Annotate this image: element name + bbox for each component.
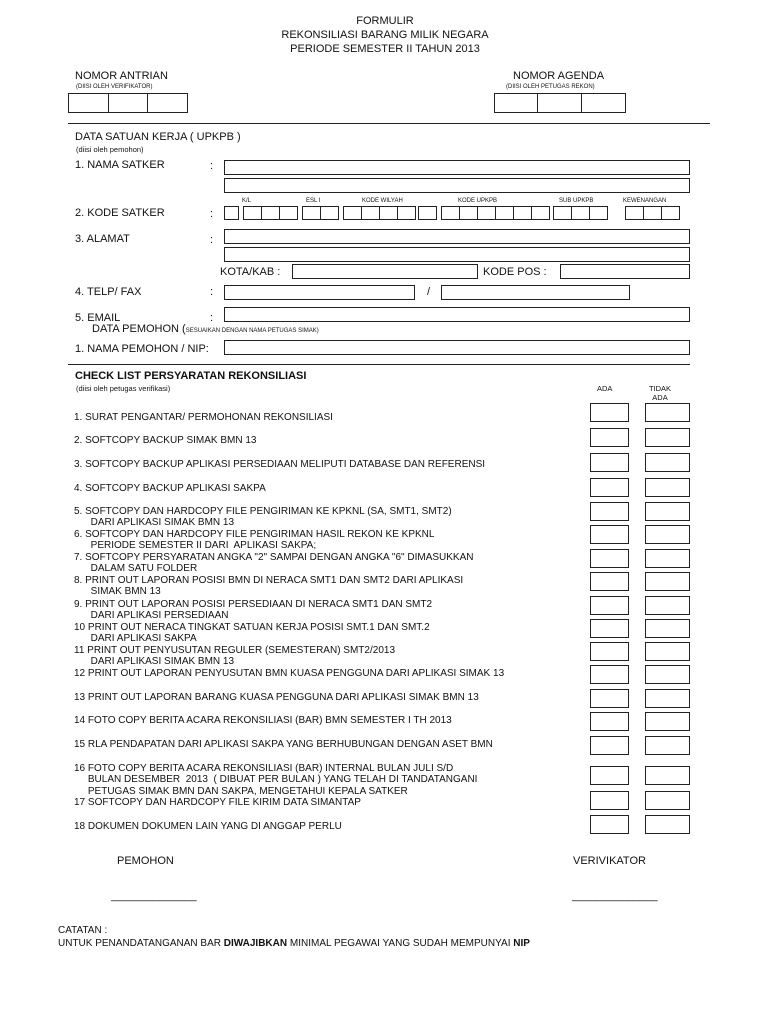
agenda-box-1[interactable] — [494, 93, 538, 113]
alamat-field-1[interactable] — [224, 229, 690, 244]
kode-cell[interactable] — [302, 206, 321, 220]
ada-checkbox[interactable] — [590, 428, 629, 447]
kode-cell[interactable] — [643, 206, 662, 220]
tidak-ada-checkbox[interactable] — [645, 815, 690, 834]
tidak-ada-checkbox[interactable] — [645, 619, 690, 638]
ada-checkbox[interactable] — [590, 502, 629, 521]
code-header-kl: K/L — [242, 198, 252, 204]
colon: : — [210, 312, 214, 324]
checklist-item-cont: BULAN DESEMBER 2013 ( DIBUAT PER BULAN ) YANG TELAH DI TANDATANGANI — [74, 774, 478, 785]
kode-cell[interactable] — [477, 206, 496, 220]
col-tidak-header: TIDAK — [648, 384, 672, 393]
code-header-esl: ESL I — [306, 198, 321, 204]
tidak-ada-checkbox[interactable] — [645, 665, 690, 684]
kode-cell[interactable] — [625, 206, 644, 220]
colon: : — [210, 286, 214, 298]
checklist-item: 16 FOTO COPY BERITA ACARA REKONSILIASI (BAR) INTERNAL BULAN JULI S/D — [74, 763, 454, 774]
tidak-ada-checkbox[interactable] — [645, 642, 690, 661]
pemohon-title: DATA PEMOHON (SESUAIKAN DENGAN NAMA PETUGAS SIMAK) — [92, 323, 319, 335]
signature-pemohon-label: PEMOHON — [117, 855, 174, 867]
kode-cell[interactable] — [571, 206, 590, 220]
form-period: PERIODE SEMESTER II TAHUN 2013 — [290, 43, 480, 55]
ada-checkbox[interactable] — [590, 689, 629, 708]
agenda-box-3[interactable] — [581, 93, 626, 113]
checklist-item: 2. SOFTCOPY BACKUP SIMAK BMN 13 — [74, 435, 257, 446]
kode-cell[interactable] — [224, 206, 239, 220]
checklist-item: 1. SURAT PENGANTAR/ PERMOHONAN REKONSILIASI — [74, 412, 333, 423]
tidak-ada-checkbox[interactable] — [645, 572, 690, 591]
kode-cell[interactable] — [418, 206, 437, 220]
telp-field[interactable] — [224, 285, 415, 300]
checklist-item-cont: DALAM SATU FOLDER — [74, 563, 198, 574]
agenda-box-2[interactable] — [537, 93, 582, 113]
tidak-ada-checkbox[interactable] — [645, 689, 690, 708]
ada-checkbox[interactable] — [590, 736, 629, 755]
agenda-note: (DIISI OLEH PETUGAS REKON) — [506, 84, 595, 90]
checklist-item: 17 SOFTCOPY DAN HARDCOPY FILE KIRIM DATA SIMANTAP — [74, 797, 361, 808]
code-header-upkpb: KODE UPKPB — [458, 198, 498, 204]
tidak-ada-checkbox[interactable] — [645, 549, 690, 568]
colon: : — [210, 160, 214, 172]
tidak-ada-checkbox[interactable] — [645, 478, 690, 497]
colon: : — [210, 208, 214, 220]
kode-cell[interactable] — [320, 206, 339, 220]
ada-checkbox[interactable] — [590, 453, 629, 472]
telp-slash: / — [427, 286, 431, 298]
checklist-item-cont: DARI APLIKASI SAKPA — [74, 633, 197, 644]
fax-field[interactable] — [441, 285, 630, 300]
nama-satker-field-2[interactable] — [224, 178, 690, 193]
tidak-ada-checkbox[interactable] — [645, 596, 690, 615]
catatan-text: UNTUK PENANDATANGANAN BAR DIWAJIBKAN MINIMAL PEGAWAI YANG SUDAH MEMPUNYAI NIP — [58, 938, 530, 949]
checklist-item: 5. SOFTCOPY DAN HARDCOPY FILE PENGIRIMAN KE KPKNL (SA, SMT1, SMT2) — [74, 506, 452, 517]
kode-cell[interactable] — [379, 206, 398, 220]
ada-checkbox[interactable] — [590, 619, 629, 638]
kode-cell[interactable] — [459, 206, 478, 220]
checklist-item: 10 PRINT OUT NERACA TINGKAT SATUAN KERJA POSISI SMT.1 DAN SMT.2 — [74, 622, 430, 633]
email-label: 5. EMAIL — [75, 312, 121, 324]
kode-cell[interactable] — [553, 206, 572, 220]
tidak-ada-checkbox[interactable] — [645, 428, 690, 447]
alamat-label: 3. ALAMAT — [75, 233, 130, 245]
kota-field[interactable] — [292, 264, 478, 279]
email-field[interactable] — [224, 307, 690, 322]
code-header-wilayah: KODE WILYAH — [362, 198, 403, 204]
checklist-item: 3. SOFTCOPY BACKUP APLIKASI PERSEDIAAN MELIPUTI DATABASE DAN REFERENSI — [74, 459, 486, 470]
kode-cell[interactable] — [261, 206, 280, 220]
checklist-item: 11 PRINT OUT PENYUSUTAN REGULER (SEMESTERAN) SMT2/2013 — [74, 645, 396, 656]
signature-verifikator-label: VERIVIKATOR — [573, 855, 646, 867]
checklist-item: 7. SOFTCOPY PERSYARATAN ANGKA "2" SAMPAI DENGAN ANGKA "6" DIMASUKKAN — [74, 552, 474, 563]
signature-line-verifikator: ______________ — [572, 890, 658, 902]
checklist-title: CHECK LIST PERSYARATAN REKONSILIASI — [75, 370, 307, 382]
catatan-title: CATATAN : — [58, 925, 108, 936]
form-title: FORMULIR — [356, 15, 414, 27]
kode-cell[interactable] — [279, 206, 298, 220]
ada-checkbox[interactable] — [590, 596, 629, 615]
colon: : — [210, 234, 214, 246]
ada-checkbox[interactable] — [590, 815, 629, 834]
tidak-ada-checkbox[interactable] — [645, 502, 690, 521]
antrian-box-3[interactable] — [147, 93, 188, 113]
kode-cell[interactable] — [513, 206, 532, 220]
checklist-item: 6. SOFTCOPY DAN HARDCOPY FILE PENGIRIMAN HASIL REKON KE KPKNL — [74, 529, 435, 540]
kode-cell[interactable] — [661, 206, 680, 220]
kode-cell[interactable] — [361, 206, 380, 220]
kode-cell[interactable] — [495, 206, 514, 220]
pemohon-nama-label: 1. NAMA PEMOHON / NIP: — [75, 343, 209, 355]
antrian-label: NOMOR ANTRIAN — [75, 70, 168, 82]
signature-line-pemohon: ______________ — [111, 890, 197, 902]
checklist-item: 9. PRINT OUT LAPORAN POSISI PERSEDIAAN DI NERACA SMT1 DAN SMT2 — [74, 599, 433, 610]
kode-satker-label: 2. KODE SATKER — [75, 207, 165, 219]
telp-label: 4. TELP/ FAX — [75, 286, 142, 298]
kode-cell[interactable] — [531, 206, 550, 220]
kodepos-label: KODE POS : — [483, 266, 547, 278]
ada-checkbox[interactable] — [590, 572, 629, 591]
ada-checkbox[interactable] — [590, 403, 629, 422]
checklist-item-cont: DARI APLIKASI SIMAK BMN 13 — [74, 517, 235, 528]
ada-checkbox[interactable] — [590, 549, 629, 568]
kode-cell[interactable] — [397, 206, 416, 220]
tidak-ada-checkbox[interactable] — [645, 766, 690, 785]
pemohon-nama-field[interactable] — [224, 340, 690, 355]
kode-cell[interactable] — [589, 206, 608, 220]
checklist-item-cont: PERIODE SEMESTER II DARI APLIKASI SAKPA; — [74, 540, 317, 551]
checklist-item: 18 DOKUMEN DOKUMEN LAIN YANG DI ANGGAP PERLU — [74, 821, 342, 832]
nama-satker-label: 1. NAMA SATKER — [75, 159, 165, 171]
ada-checkbox[interactable] — [590, 642, 629, 661]
checklist-item: 15 RLA PENDAPATAN DARI APLIKASI SAKPA YANG BERHUBUNGAN DENGAN ASET BMN — [74, 739, 493, 750]
code-header-sub: SUB UPKPB — [559, 198, 594, 204]
alamat-field-2[interactable] — [224, 247, 690, 262]
checklist-item: 13 PRINT OUT LAPORAN BARANG KUASA PENGGUNA DARI APLIKASI SIMAK BMN 13 — [74, 692, 479, 703]
ada-checkbox[interactable] — [590, 478, 629, 497]
divider — [68, 123, 710, 124]
satker-title: DATA SATUAN KERJA ( UPKPB ) — [75, 131, 241, 143]
tidak-ada-checkbox[interactable] — [645, 736, 690, 755]
tidak-ada-checkbox[interactable] — [645, 403, 690, 422]
tidak-ada-checkbox[interactable] — [645, 712, 690, 731]
col-tidak-header-2: ADA — [652, 393, 668, 402]
form-subtitle: REKONSILIASI BARANG MILIK NEGARA — [281, 29, 489, 41]
ada-checkbox[interactable] — [590, 791, 629, 810]
kode-cell[interactable] — [243, 206, 262, 220]
checklist-item-cont: PETUGAS SIMAK BMN DAN SAKPA, MENGETAHUI KEPALA SATKER — [74, 786, 408, 797]
checklist-note: (diisi oleh petugas verifikasi) — [76, 384, 171, 393]
kota-label: KOTA/KAB : — [220, 266, 281, 278]
checklist-item-cont: SIMAK BMN 13 — [74, 586, 161, 597]
checklist-item: 4. SOFTCOPY BACKUP APLIKASI SAKPA — [74, 483, 266, 494]
nama-satker-field-1[interactable] — [224, 160, 690, 175]
checklist-item-cont: DARI APLIKASI PERSEDIAAN — [74, 610, 229, 621]
tidak-ada-checkbox[interactable] — [645, 453, 690, 472]
kodepos-field[interactable] — [560, 264, 690, 279]
ada-checkbox[interactable] — [590, 766, 629, 785]
ada-checkbox[interactable] — [590, 712, 629, 731]
ada-checkbox[interactable] — [590, 525, 629, 544]
checklist-item: 14 FOTO COPY BERITA ACARA REKONSILIASI (BAR) BMN SEMESTER I TH 2013 — [74, 715, 452, 726]
tidak-ada-checkbox[interactable] — [645, 525, 690, 544]
checklist-item: 12 PRINT OUT LAPORAN PENYUSUTAN BMN KUASA PENGGUNA DARI APLIKASI SIMAK 13 — [74, 668, 505, 679]
col-ada-header: ADA — [597, 384, 613, 393]
kode-cell[interactable] — [441, 206, 460, 220]
divider — [68, 364, 690, 365]
antrian-box-2[interactable] — [108, 93, 148, 113]
tidak-ada-checkbox[interactable] — [645, 791, 690, 810]
checklist-item: 8. PRINT OUT LAPORAN POSISI BMN DI NERACA SMT1 DAN SMT2 DARI APLIKASI — [74, 575, 464, 586]
kode-cell[interactable] — [343, 206, 362, 220]
ada-checkbox[interactable] — [590, 665, 629, 684]
code-header-kewenangan: KEWENANGAN — [623, 198, 667, 204]
antrian-box-1[interactable] — [68, 93, 109, 113]
agenda-label: NOMOR AGENDA — [513, 70, 605, 82]
satker-note: (diisi oleh pemohon) — [76, 145, 144, 154]
checklist-item-cont: DARI APLIKASI SIMAK BMN 13 — [74, 656, 235, 667]
antrian-note: (DIISI OLEH VERIFIKATOR) — [76, 84, 153, 90]
